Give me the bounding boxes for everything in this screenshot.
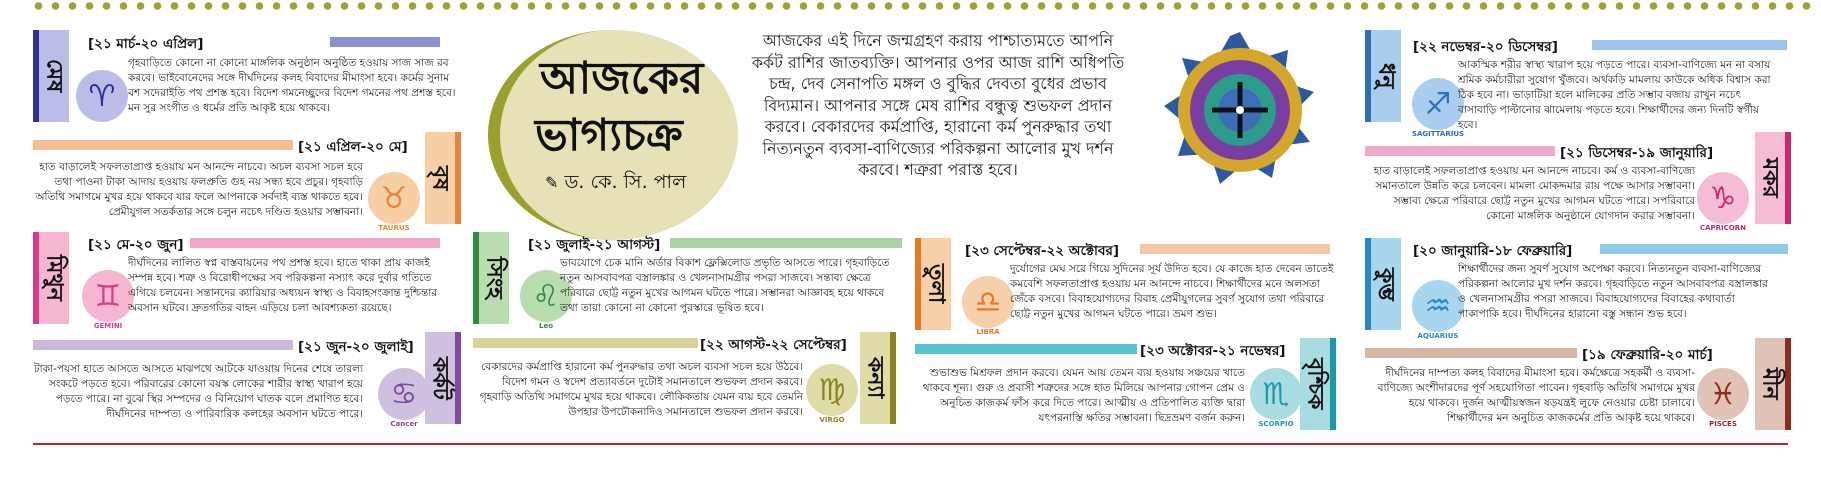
sign-color-bar: [1600, 244, 1788, 254]
sign-color-bar: [670, 238, 902, 248]
zodiac-symbol-icon: ♎: [962, 276, 1014, 328]
zodiac-symbol-icon: ♐: [1412, 78, 1464, 130]
zodiac-symbol-icon: ♒: [1412, 280, 1464, 332]
sign-date-range: [২৩ অক্টোবর-২১ নভেম্বর]: [1140, 343, 1286, 359]
zodiac-symbol-label: VIRGO: [819, 416, 845, 424]
sign-date-range: [২১ মে-২০ জুন]: [88, 237, 184, 253]
sign-forecast-text: দুর্যোগের মেঘ সরে গিয়ে সুদিনের সূর্য উদিত হবে। যে কাজে হাত দেবেন তাতেই কমবেশি সফলতাপ্রাপ্ত হওয়ায় মন আনন্দে নাচবে। শিক্ষার্থীদের মনে অলসতা জেঁকে বসবে। বিবাহযোগ্যদের বিবাহ প্রেমীযুগলের সুবর্ণ সুযোগ তথা পরিবারে ছোট্ট নতুন মুখের আগমন ঘটতে পারে। ভ্রমণ শুভ।: [1010, 263, 1334, 320]
sign-forecast-text: টাকা-পয়সা হাতে আসতে আসতে মাঝপথে আটকে যাওয়ায় দিনের শেষে তারল্য সংকটে পড়তে হবে। পরিবারের কোনো বয়স্ক লোকের শারীর স্বাস্থ্য খারাপ হয়ে পড়তে পারে। না বুঝে স্থির সম্পদের ও বিনিয়োগ ঘাতক বলে প্রমাণিত হবে। দীর্ঘদিনের দাম্পত্য ও পারিবারিক কলহের অবসান ঘটতে পারে।: [33, 363, 363, 420]
sign-date-range: [২২ নভেম্বর-২০ ডিসেম্বর]: [1413, 39, 1558, 55]
page-title-line1: আজকের: [540, 53, 704, 104]
sign-name-tab: মকর: [1755, 132, 1791, 224]
sign-color-bar: [1365, 348, 1577, 358]
zodiac-symbol-label: SCORPIO: [1258, 420, 1294, 428]
sign-date-range: [২১ জুলাই-২১ আগস্ট]: [528, 237, 661, 253]
sign-name-tab: তুলা: [915, 238, 951, 330]
sign-name-tab: কুম্ভ: [1365, 238, 1401, 330]
zodiac-symbol-icon: ♊: [82, 270, 134, 322]
sign-date-range: [২২ আগস্ট-২২ সেপ্টেম্বর]: [700, 337, 847, 353]
dotted-border-top: [30, 0, 1820, 12]
sign-date-range: [২১ জুন-২০ জুলাই]: [298, 339, 414, 355]
zodiac-symbol-icon: ♍: [806, 364, 858, 416]
bottom-rule: [33, 443, 1788, 445]
zodiac-symbol-label: SAGITTARIUS: [1411, 130, 1465, 138]
author: [545, 168, 686, 200]
pen-icon: ✎: [545, 173, 559, 192]
zodiac-symbol-label: Leo: [538, 322, 554, 330]
page-title-line2: ভাগ্যচক্র: [535, 110, 683, 161]
zodiac-symbol-icon: ♉: [368, 172, 420, 224]
sign-color-bar: [33, 340, 293, 350]
sign-color-bar: [33, 140, 293, 150]
sign-date-range: [২১ মার্চ-২০ এপ্রিল]: [88, 36, 204, 52]
sign-color-bar: [1365, 146, 1555, 156]
sign-color-bar: [915, 344, 1137, 354]
author-name: ড. কে. সি. পাল: [564, 171, 687, 193]
zodiac-symbol-icon: ♑: [1697, 172, 1749, 224]
sign-name-tab: সিংহ: [473, 232, 509, 324]
sign-name-tab: মিথুন: [33, 232, 69, 324]
sign-color-bar: [1592, 40, 1787, 50]
intro-text: আজকের এই দিনে জন্মগ্রহণ করায় পাশ্চাত্যমতে আপনি কর্কট রাশির জাতব্যক্তি। আপনার ওপর আজ রাশি অধিপতি চন্দ্র, দেব সেনাপতি মঙ্গল ও বুদ্ধির দেবতা বুধের প্রভাব বিদ্যমান। আপনার সঙ্গে মেষ রাশির বন্ধুত্ব শুভফল প্রদান করবে। বেকারদের কর্মপ্রাপ্তি, হারানো কর্ম পুনরুদ্ধার তথা নিত্যনতুন ব্যবসা-বাণিজ্যের পরিকল্পনা আলোর মুখ দর্শন করবে। শত্রুরা পরাস্ত হবে।: [751, 31, 1125, 179]
sign-date-range: [২১ এপ্রিল-২০ মে]: [298, 139, 408, 155]
zodiac-symbol-label: CAPRICORN: [1699, 224, 1747, 232]
zodiac-symbol-label: LIBRA: [976, 328, 1000, 336]
sign-forecast-text: বেকারদের কর্মপ্রাপ্তি হারানো কর্ম পুনরুদ্ধার তথা অচল ব্যবসা সচল হয়ে উঠবে। বিদেশ গমন ও স্বদেশ প্রত্যাবর্তনে দুটোই সমানতালে শুভফল প্রদান করবে। গৃহবাড়ি অতিথি সমাগমে মুখর হয়ে থাকবে। লৌকিকতায় যেমন ব্যয় হবে তেমনি উপহার উপঢৌকনাদিও সমানতালে শুভফল প্রদান করবে।: [479, 361, 803, 418]
zodiac-symbol-icon: ♏: [1250, 368, 1302, 420]
sign-forecast-text: দীর্ঘদিনের লালিত স্বপ্ন বাস্তবায়নের পথ প্রশস্ত হবে। হাতে থাকা প্রায় কাজই সম্পন্ন হবে। শত্রু ও বিরোধীপক্ষের সব পরিকল্পনা নস্যাৎ করে দুর্বার গতিতে এগিয়ে চলবেন। সন্তানদের ক্যারিয়ার অধ্যয়ন স্বাস্থ্য ও বিবাহসংক্রান্ত দুশ্চিন্তার অবসান ঘটবে। দ্রুতগতির বাহন এড়িয়ে চলা আবশ্যকতা রয়েছে।: [128, 257, 438, 314]
zodiac-symbol-icon: ♋: [378, 368, 430, 420]
sign-name-tab: মেষ: [33, 30, 69, 122]
zodiac-symbol-icon: ♈: [76, 70, 128, 122]
zodiac-symbol-icon: ♓: [1697, 368, 1749, 420]
sign-name-tab: মীন: [1755, 338, 1791, 430]
sign-date-range: [২০ জানুয়ারি-১৮ ফেব্রুয়ারি]: [1413, 243, 1573, 259]
sign-date-range: [২১ ডিসেম্বর-১৯ জানুয়ারি]: [1560, 145, 1714, 161]
zodiac-wheel-icon: [1160, 30, 1320, 190]
sign-date-range: [২৩ সেপ্টেম্বর-২২ অক্টোবর]: [965, 243, 1120, 259]
sign-forecast-text: শিক্ষার্থীদের জন্য সুবর্ণ সুযোগ অপেক্ষা করবে। নিত্যনতুন ব্যবসা-বাণিজ্যের পরিকল্পনা আলোর মুখ দর্শন করবে। গৃহবাড়িতে নতুন আসবাবপত্র বস্ত্রালঙ্কার ও খেলনাসামগ্রীর পসরা সাজবে। বিবাহযোগ্যদের বিবাহের কথাবার্তা পাকাপাকি হবে। দীর্ঘদিনের হারানো বস্তু সন্ধান শুভ হবে।: [1458, 263, 1768, 320]
sign-forecast-text: শুভাশুভ মিশ্রফল প্রদান করবে। যেমন আয় তেমন ব্যয় হওয়ায় সঞ্চয়ের খাতে থাকবে শূন্য। গুরু ও প্রবাসী শত্রুদের সঙ্গে হাত মিলিয়ে আপনার গোপন প্রেম ও অনুচিত কাজকর্ম ফাঁস করে দিতে পারে। আত্মীয় ও প্রতিপালিত ব্যক্তি দ্বারা যৎপরনাস্তি ক্ষতির সম্ভাবনা। ছিদ্রভ্রমণ বর্জন করুন।: [922, 367, 1245, 424]
sign-forecast-text: হাত বাড়ালেই সফলতাপ্রাপ্ত হওয়ায় মন আনন্দে নাচবে। অচল ব্যবসা সচল হবে তথা পাওনা টাকা আদায় হওয়ায় ফলপ্রুতি গুহ নয় সন্ধ্য হবে প্রচুর। গৃহবাড়ি অতিথি সমাগমে মুখর হয়ে থাকবে যার ফলে আপনাকে সর্বদাই ব্যস্ত থাকতে হবে। প্রেমীযুগল সতর্কতার সঙ্গে চলুন নচেৎ দণ্ডিত হওয়ার সম্ভাবনা।: [35, 161, 363, 218]
sign-color-bar: [330, 37, 440, 47]
sign-name-tab: কর্কট: [425, 332, 461, 424]
sign-date-range: [১৯ ফেব্রুয়ারি-২০ মার্চ]: [1582, 347, 1713, 363]
sign-name-tab: বৃষ: [425, 132, 461, 224]
zodiac-symbol-label: GEMINI: [93, 322, 123, 330]
sign-forecast-text: হাত বাড়ালেই সফলতাপ্রাপ্ত হওয়ায় মন আনন্দে নাচবে। কর্ম ও ব্যবসা-বাণিজ্যে সমানতালে উন্নতি করে চলবেন। মামলা মোকদ্দমার রায় পক্ষে আসার সম্ভাবনা। সম্ভাব্য ক্ষেত্রে পরিবারে ছোট্ট নতুন মুখের আগমন ঘটতে পারে। সপরিবারে কোনো মাঙ্গলিক অনুষ্ঠানে যোগদান করার সম্ভাবনা।: [1373, 165, 1695, 222]
sign-forecast-text: গৃহবাড়িতে কোনো না কোনো মাঙ্গলিক অনুষ্ঠান অনুষ্ঠিত হওয়ায় সাজ সাজ রব করবে। ভাইবোনেদের সঙ্গে দীর্ঘদিনের কলহ বিবাদের মীমাংসা হবে। কর্মের সুনাম বশ সদেরাইতি পথ প্রশস্ত হবে। বিদেশ গমনেচ্ছুদের বিদেশ গমনের পথ প্রশস্ত হবে। মন সুর সংগীত ও ধর্মের প্রতি আকৃষ্ট হয়ে থাকবে।: [128, 57, 456, 114]
sign-name-tab: ধনু: [1365, 30, 1401, 122]
sign-name-tab: বৃশ্চিক: [1300, 338, 1336, 430]
zodiac-symbol-label: Cancer: [390, 420, 418, 428]
sign-color-bar: [1140, 244, 1330, 254]
sign-forecast-text: ভাবযোগে চেক মানি অর্ডার বিকাশ ফ্লেক্সিলোড প্রভৃতি আসতে পারে। গৃহবাড়িতে নতুন আসবাবপত্র বস্ত্রালঙ্কার ও খেলনাসামগ্রীর পসরা সাজবে। সন্তাব্য ক্ষেত্রে পরিবারে ছোট্ট নতুন মুখের আগমন ঘটতে পারে। সম্ভানরা আজ্ঞাবহ হয়ে থাকবে তথা তারা কোনো না কোনো পুরস্কারে ভূষিত হবে।: [560, 257, 890, 314]
zodiac-symbol-label: PISCES: [1709, 420, 1737, 428]
sign-color-bar: [473, 338, 698, 348]
zodiac-symbol-label: AQUARIUS: [1417, 332, 1459, 340]
zodiac-symbol-label: TAURUS: [378, 224, 410, 232]
sign-forecast-text: আকস্মিক শরীর স্বাস্থ্য খারাপ হয়ে পড়তে পারে। ব্যবসা-বাণিজ্যে মন না বসায় শ্রমিক কর্মচারীরা সুযোগ খুঁজবে। অর্থকড়ি মামলায় কাউকে অধিক বিশ্বাস করা ঠিক হবে না। ভাড়াটিয়া হলে মালিকের প্রতি সম্ভাব বজায় রাখুন নচেৎ বাসাবাড়ি পাল্টানোর ঝামেলায় পড়তে হবে। শিক্ষার্থীদের জন্য দিনটি স্বর্গীয় হবে।: [1458, 59, 1771, 131]
sign-name-tab: কন্যা: [860, 332, 896, 424]
sign-forecast-text: দীর্ঘদিনের দাম্পত্য কলহ বিবাদের মীমাংসা হবে। কর্মক্ষেত্রে সহকর্মী ও ব্যবসা-বাণিজ্যে অংশীদারদের পূর্ণ সহযোগিতা পাবেন। গৃহবাড়ি অতিথি সমাগমে মুখর হয়ে থাকবে। দুর্জন আত্মীয়স্বজন ষড়যন্ত্রই লুফে নেওয়ার চেষ্টা চালাবে। শিক্ষার্থীদের মন অনুচিত কাজকর্মের প্রতি আকৃষ্ট হয়ে থাকবে।: [1377, 367, 1695, 424]
zodiac-symbol-icon: ♌: [520, 270, 572, 322]
sign-color-bar: [190, 238, 440, 248]
